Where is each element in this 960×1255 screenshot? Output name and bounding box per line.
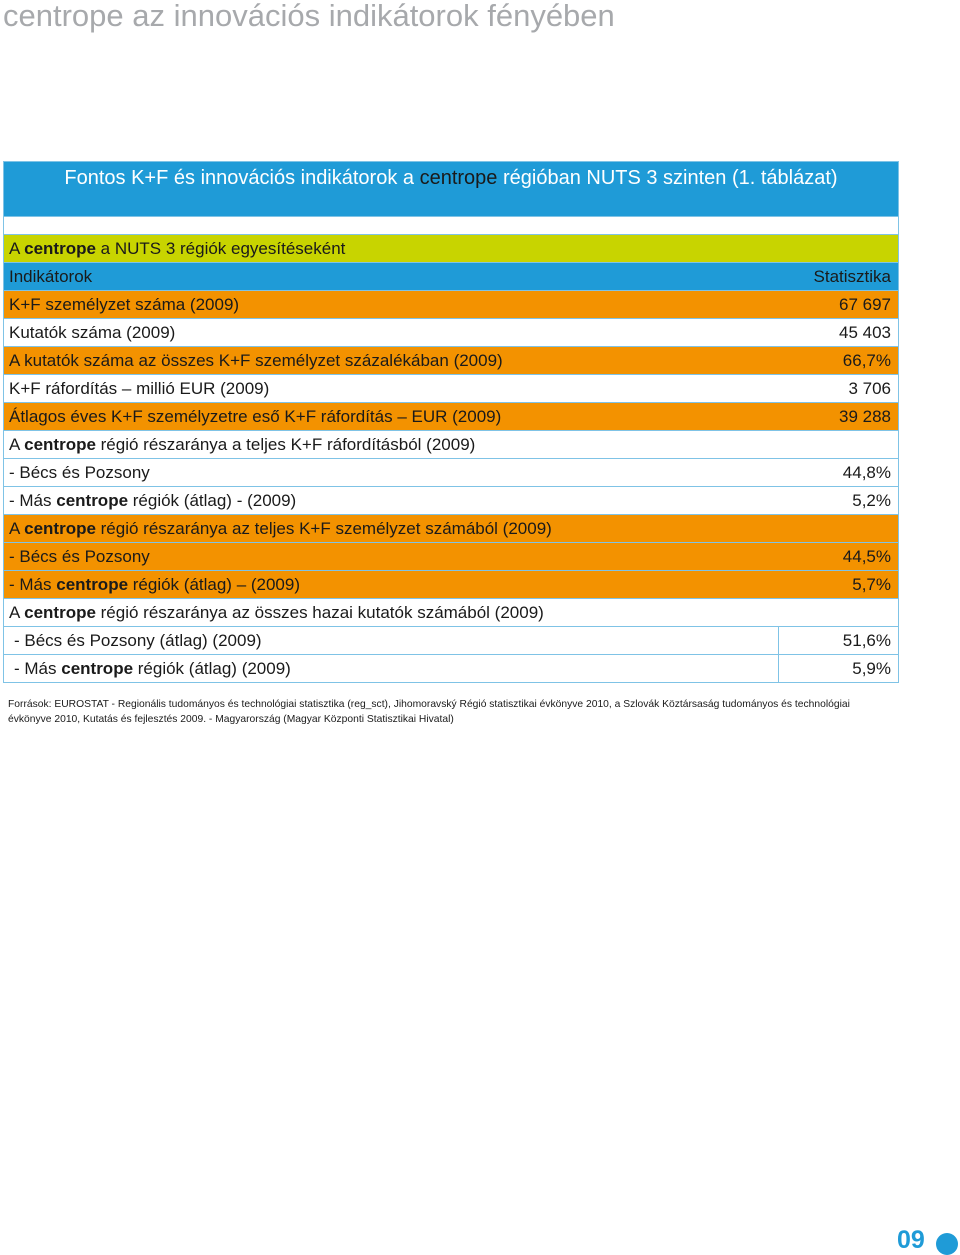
table-row: - Más centrope régiók (átlag) – (2009) 5,7% (3, 571, 899, 599)
group-heading-row: A centrope régió részaránya az teljes K+F személyzet számából (2009) (3, 515, 899, 543)
table-row: Kutatók száma (2009) 45 403 (3, 319, 899, 347)
table-row: - Más centrope régiók (átlag) (2009) 5,9% (3, 655, 899, 683)
caption-brand: centrope (419, 167, 498, 189)
page-number: 09 (897, 1226, 925, 1254)
table-row: K+F személyzet száma (2009) 67 697 (3, 291, 899, 319)
sources-note: Források: EUROSTAT - Regionális tudományos és technológiai statisztika (reg_sct), Jihomoravský Régió statisztikai évkönyve 2010, a Szlovák Köztársaság tudományos és technológiai évkönyve 2010, Kutatás és fejlesztés 2009. - Magyarország (Magyar Központi Statisztikai Hivatal) (8, 699, 850, 725)
header-indicator: Indikátorok (9, 266, 93, 286)
spacer-row (3, 217, 899, 235)
table-row: - Bécs és Pozsony 44,8% (3, 459, 899, 487)
page-title: centrope az innovációs indikátorok fényében (3, 0, 615, 33)
table-row: - Bécs és Pozsony 44,5% (3, 543, 899, 571)
table-row: - Bécs és Pozsony (átlag) (2009) 51,6% (3, 627, 899, 655)
indicator-table (3, 161, 899, 683)
header-row (3, 263, 899, 291)
table-row: Átlagos éves K+F személyzetre eső K+F ráfordítás – EUR (2009) 39 288 (3, 403, 899, 431)
table-row: A kutatók száma az összes K+F személyzet százalékában (2009) 66,7% (3, 347, 899, 375)
table-caption: Fontos K+F és innovációs indikátorok a centrope régióban NUTS 3 szinten (1. táblázat) (3, 161, 899, 217)
page-dot-icon (936, 1233, 958, 1255)
section-row: A centrope a NUTS 3 régiók egyesítéseként (3, 235, 899, 263)
table-row: - Más centrope régiók (átlag) - (2009) 5,2% (3, 487, 899, 515)
group-heading-row: A centrope régió részaránya az összes hazai kutatók számából (2009) (3, 599, 899, 627)
group-heading-row: A centrope régió részaránya a teljes K+F ráfordításból (2009) (3, 431, 899, 459)
table-row: K+F ráfordítás – millió EUR (2009) 3 706 (3, 375, 899, 403)
header-statistic: Statisztika (813, 266, 891, 286)
